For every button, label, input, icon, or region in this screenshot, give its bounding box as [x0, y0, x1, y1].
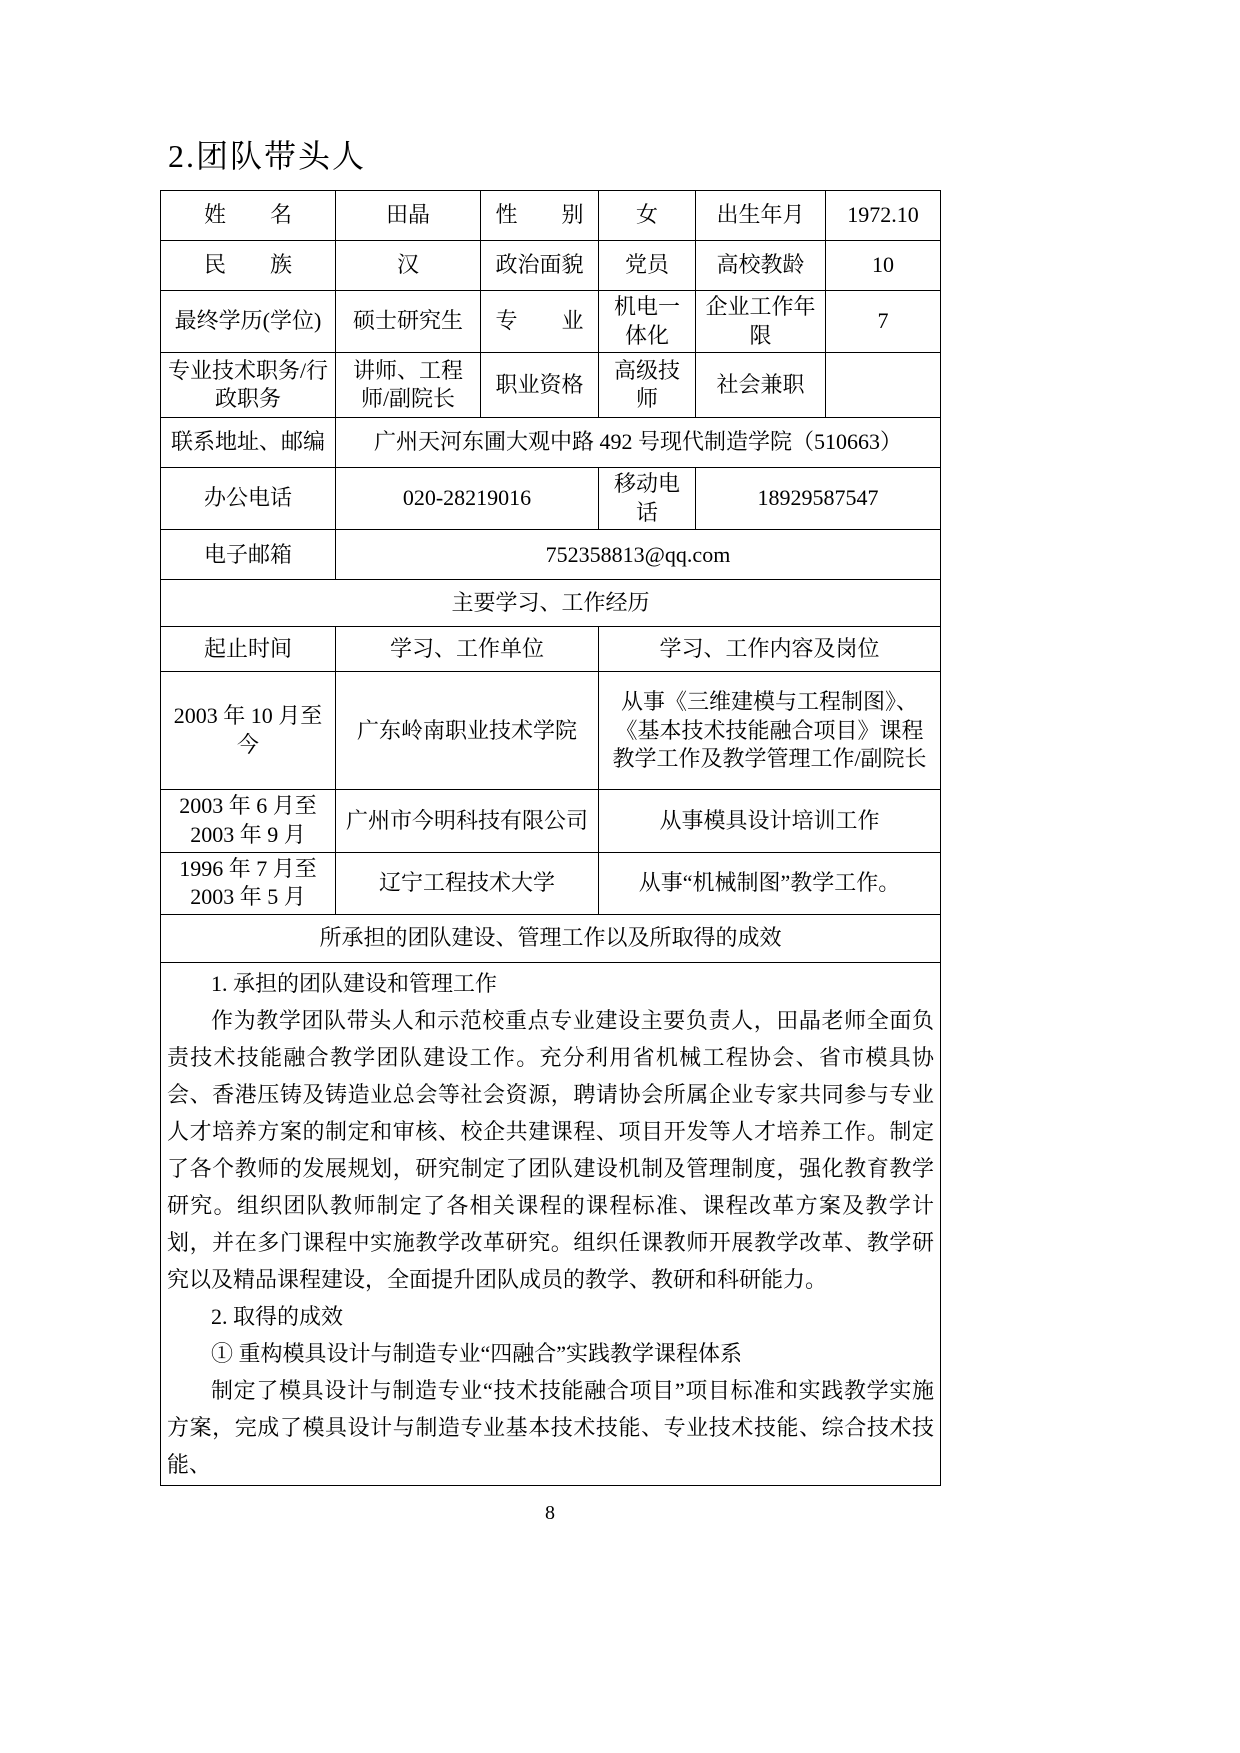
experience-section-title: 主要学习、工作经历	[161, 580, 941, 627]
experience-row	[161, 672, 941, 790]
experience-time: 2003 年 6 月至 2003 年 9 月	[161, 790, 336, 852]
achievements-paragraph-1: 1. 承担的团队建设和管理工作	[211, 970, 498, 996]
email-label: 电子邮箱	[161, 530, 336, 580]
ethnic-label: 民 族	[161, 241, 336, 291]
major-label: 专 业	[481, 291, 599, 353]
row-experience-columns	[161, 627, 941, 672]
page-number: 8	[545, 1501, 555, 1524]
address-label: 联系地址、邮编	[161, 418, 336, 468]
experience-time: 1996 年 7 月至 2003 年 5 月	[161, 852, 336, 914]
address-value: 广州天河东圃大观中路 492 号现代制造学院（510663）	[336, 418, 941, 468]
achievements-paragraph-3: 2. 取得的成效	[211, 1303, 344, 1329]
row-title-qualification-social	[161, 353, 941, 418]
office-phone-label: 办公电话	[161, 468, 336, 530]
row-email	[161, 530, 941, 580]
experience-content: 从事模具设计培训工作	[599, 790, 941, 852]
row-name-gender-birth	[161, 191, 941, 241]
education-label: 最终学历(学位)	[161, 291, 336, 353]
achievements-body	[161, 962, 941, 1485]
political-label: 政治面貌	[481, 241, 599, 291]
experience-org: 广州市今明科技有限公司	[336, 790, 599, 852]
major-value: 机电一体化	[599, 291, 696, 353]
gender-value: 女	[599, 191, 696, 241]
teaching-years-label: 高校教龄	[696, 241, 826, 291]
achievements-section-title: 所承担的团队建设、管理工作以及所取得的成效	[161, 914, 941, 962]
experience-col-org: 学习、工作单位	[336, 627, 599, 672]
row-address	[161, 418, 941, 468]
name-value: 田晶	[336, 191, 481, 241]
experience-time: 2003 年 10 月至今	[161, 672, 336, 790]
education-value: 硕士研究生	[336, 291, 481, 353]
section-title: 2.团队带头人	[168, 138, 367, 174]
experience-content: 从事“机械制图”教学工作。	[599, 852, 941, 914]
achievements-paragraph-2: 作为教学团队带头人和示范校重点专业建设主要负责人，田晶老师全面负责技术技能融合教学团队建设工作。充分利用省机械工程协会、省市模具协会、香港压铸及铸造业总会等社会资源，聘请协会所属企业专家共同参与专业人才培养方案的制定和审核、校企共建课程、项目开发等人才培养工作。制定了各个教师的发展规划，研究制定了团队建设机制及管理制度，强化教育教学研究。组织团队教师制定了各相关课程的课程标准、课程改革方案及教学计划，并在多门课程中实施教学改革研究。组织任课教师开展教学改革、教学研究以及精品课程建设，全面提升团队成员的教学、教研和科研能力。	[167, 1007, 934, 1292]
birth-value: 1972.10	[826, 191, 941, 241]
ethnic-value: 汉	[336, 241, 481, 291]
office-phone-value: 020-28219016	[336, 468, 599, 530]
row-achievements-header	[161, 914, 941, 962]
row-ethnic-political-teaching	[161, 241, 941, 291]
title-value: 讲师、工程师/副院长	[336, 353, 481, 418]
team-leader-table	[160, 190, 941, 1486]
enterprise-years-label: 企业工作年限	[696, 291, 826, 353]
name-label: 姓 名	[161, 191, 336, 241]
experience-row	[161, 790, 941, 852]
row-education-major-enterprise	[161, 291, 941, 353]
mobile-value: 18929587547	[696, 468, 941, 530]
social-label: 社会兼职	[696, 353, 826, 418]
experience-row	[161, 852, 941, 914]
row-phones	[161, 468, 941, 530]
experience-org: 广东岭南职业技术学院	[336, 672, 599, 790]
experience-content: 从事《三维建模与工程制图》、《基本技术技能融合项目》课程教学工作及教学管理工作/副院长	[599, 672, 941, 790]
gender-label: 性 别	[481, 191, 599, 241]
row-experience-header	[161, 580, 941, 627]
qualification-value: 高级技师	[599, 353, 696, 418]
experience-col-time: 起止时间	[161, 627, 336, 672]
experience-org: 辽宁工程技术大学	[336, 852, 599, 914]
achievements-paragraph-4: ① 重构模具设计与制造专业“四融合”实践教学课程体系	[211, 1340, 743, 1366]
political-value: 党员	[599, 241, 696, 291]
achievements-paragraph-5: 制定了模具设计与制造专业“技术技能融合项目”项目标准和实践教学实施方案，完成了模具设计与制造专业基本技术技能、专业技术技能、综合技术技能、	[167, 1377, 934, 1477]
title-label: 专业技术职务/行政职务	[161, 353, 336, 418]
experience-col-content: 学习、工作内容及岗位	[599, 627, 941, 672]
social-value	[826, 353, 941, 418]
email-value: 752358813@qq.com	[336, 530, 941, 580]
mobile-label: 移动电话	[599, 468, 696, 530]
qualification-label: 职业资格	[481, 353, 599, 418]
row-achievements-body	[161, 962, 941, 1485]
teaching-years-value: 10	[826, 241, 941, 291]
enterprise-years-value: 7	[826, 291, 941, 353]
birth-label: 出生年月	[696, 191, 826, 241]
